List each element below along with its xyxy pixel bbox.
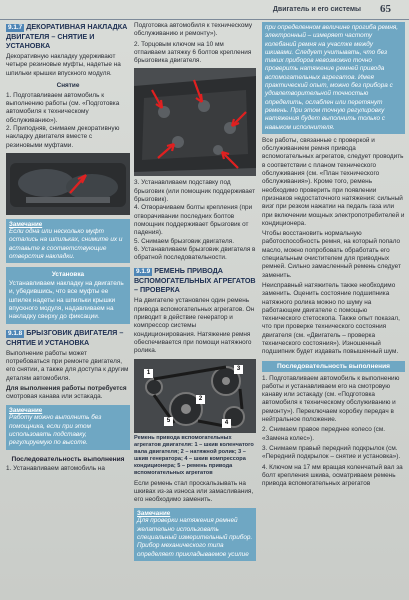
photo-label-2: 2 bbox=[196, 395, 205, 404]
belt-intro: На двигателе установлен один ремень привода вспомогательных агрегатов. Он приводит в действие генератор и компрессор системы кондиционирования. Натяжение ремня обеспечивается при помощи натяжного ролика. bbox=[134, 297, 255, 355]
splash-guard-intro: Выполнение работы может потребоваться при ремонте двигателя, его снятии, а также для доступа к другим деталям автомобиля. bbox=[6, 349, 129, 382]
note-text: Работу можно выполнить без помощника, если при этом использовать подставку, регулируемую по высоте. bbox=[9, 414, 102, 447]
removal-step-2: 2. Приподняв, снимаем декоративную накладку двигателя вместе с резиновыми муфтами. bbox=[6, 125, 120, 149]
column-3 bbox=[262, 22, 405, 488]
page-number: 65 bbox=[380, 3, 391, 15]
note-helper bbox=[6, 405, 130, 449]
note-label: Замечание bbox=[9, 407, 43, 415]
engine-cover-photo bbox=[6, 153, 130, 215]
belt-maintenance-paragraph: Все работы, связанные с проверкой и обслуживанием ремня привода вспомогательных агрегатов, следует проводить в соответствии с планом технического обслуживания (см. «План технического обслуживания»). Кроме того, ремень необходимо проверить при появлении признаков недостаточного натяжения: сильный визг при резком нажатии на педаль газа или при включении мощных электропотребителей и кондиционера. bbox=[262, 136, 405, 227]
section-number: 9.1.7 bbox=[8, 24, 23, 31]
page-header bbox=[0, 0, 409, 20]
note-belt-tension-continued bbox=[262, 22, 405, 134]
belt-step-4: 4. Ключом на 17 мм вращая коленчатый вал за болт крепления шкива, осматриваем ремень привода вспомогательных агрегатов bbox=[262, 463, 403, 488]
belt-step-3: 3. Снимаем правый передний подкрылок (см. «Передний подкрылок – снятие и установка»). bbox=[262, 444, 401, 461]
splash-guard-step-2: 2. Торцовым ключом на 10 мм отпаиваем затяжку 6 болтов крепления брызговика двигателя. bbox=[134, 40, 252, 65]
splash-guard-step-5: 5. Снимаем брызговик двигателя. bbox=[134, 237, 234, 245]
photo-splash-guard bbox=[134, 68, 256, 176]
column-2 bbox=[134, 22, 256, 561]
note-text: Если одна или несколько муфт остались на шпильках, снимите их и вставьте в соответствующие отверстия накладки. bbox=[9, 227, 123, 260]
install-text: Устанавливаем накладку на двигатель и, убедившись, что все муфты ее шпилек надеты на шпильки крышки впускного модуля, надавливаем на накладку сверху до фиксации. bbox=[9, 280, 124, 321]
note-text: при определенном величине прогиба ремня, электронный – измеряет частоту колебаний ремня на участке между шкивами. Следует учитывать, что без таких приборов невозможно точно проверить натяжение ремней привода вспомогательных агрегатов. Имея практический опыт, можно без прибора с удовлетворительной точностью определить, ослаблен или перетянут ремень. При этом точную регулировку натяжения будет выполнить только с навыком исполнителя. bbox=[265, 24, 399, 131]
tools-text: смотровая канава или эстакада. bbox=[6, 393, 103, 401]
note-belt-tension bbox=[134, 508, 256, 560]
belt-step-1: 1. Подготавливаем автомобиль к выполнению работы и устанавливаем его на смотровую канаву или эстакаду (см. «Подготовка автомобиля к техническому обслуживанию и ремонту»). Переключаем коробку передач в нейтральное положение. bbox=[262, 374, 400, 424]
section-title: БРЫЗГОВИК ДВИГАТЕЛЯ – СНЯТИЕ И УСТАНОВКА bbox=[6, 327, 124, 347]
column-1 bbox=[6, 22, 130, 473]
procedure-heading: Последовательность выполнения bbox=[262, 361, 405, 372]
continued-text: Подготовка автомобиля к техническому обслуживанию и ремонту»). bbox=[134, 22, 253, 38]
section-heading-belt bbox=[134, 266, 256, 294]
removal-subheading: Снятие bbox=[56, 81, 80, 89]
photo-belt bbox=[134, 359, 256, 433]
section-title: ДЕКОРАТИВНАЯ НАКЛАДКА ДВИГАТЕЛЯ – СНЯТИЕ И УСТАНОВКА bbox=[6, 22, 128, 50]
tools-title: Для выполнения работы потребуется bbox=[6, 384, 127, 392]
belt-step-2: 2. Снимаем правое переднее колесо (см. «Замена колес»). bbox=[262, 426, 386, 442]
note-label: Замечание bbox=[137, 510, 171, 518]
photo-label-5: 5 bbox=[164, 417, 173, 426]
section-heading-decorative-cover bbox=[6, 22, 130, 50]
note-text: Для проверки натяжения ремней желательно использовать специальный измерительный прибор. Прибор механического типа определяет прикладываемое усилие bbox=[137, 517, 253, 558]
splash-guard-photo bbox=[134, 68, 256, 176]
tensioner-paragraph: Неисправный натяжитель также необходимо заменить. Оценить состояние подшипника натяжного ролика можно по шуму на работающем двигателе с помощью технического стетоскопа. Также опыт показал, что при проверке технического состояния двигателя (см. «Двигатель – проверка технического состояния»). Изношенный подшипник будет издавать повышенный шум. bbox=[262, 281, 400, 356]
splash-guard-step-4: 4. Отворачиваем болты крепления (при отворачивании последних болтов помощник поддерживает брызговик от падения). bbox=[134, 204, 253, 237]
belt-replace-text: Если ремень стал проскальзывать на шкивах из-за износа или замасливания, его необходимо заменить. bbox=[134, 479, 254, 504]
belt-photo-caption: Ремень привода вспомогательных агрегатов двигателя: 1 – шкив коленчатого вала двигателя; 2 – натяжной ролик; 3 – шкив генератора; 4 – шкив компрессора кондиционера; 5 – ремень привода вспомогательных агрегатов bbox=[134, 434, 254, 476]
section-heading-splash-guard bbox=[6, 328, 130, 347]
install-subheading: Установка bbox=[51, 271, 85, 279]
belt-oil-paragraph: Чтобы восстановить нормальную работоспособность ремня, на который попало масло, можно попробовать обработать его специальным очистителем для приводных ремней. Сильно замасленный ремень следует заменить. bbox=[262, 230, 401, 279]
note-cover-sleeves bbox=[6, 219, 130, 263]
section-number: 9.1.8 bbox=[8, 329, 23, 337]
photo-label-4: 4 bbox=[222, 419, 231, 428]
splash-guard-step-3: 3. Устанавливаем подставку под брызговик (или помощник поддерживает брызговик). bbox=[134, 179, 256, 204]
intro-text: Декоративную накладку удерживают четыре резиновые муфты, надетые на шпильки крышки впускного модуля. bbox=[6, 53, 121, 77]
section-number: 9.1.9 bbox=[136, 268, 151, 276]
removal-step-1: 1. Подготавливаем автомобиль к выполнению работы (см. «Подготовка автомобиля к техническому обслуживанию»). bbox=[6, 91, 120, 124]
photo-decorative-cover bbox=[6, 153, 130, 215]
photo-label-1: 1 bbox=[144, 369, 153, 378]
header-title: Двигатель и его системы bbox=[272, 6, 361, 13]
procedure-heading: Последовательность выполнения bbox=[11, 455, 125, 463]
install-panel bbox=[6, 267, 130, 323]
procedure-step-1: 1. Устанавливаем автомобиль на bbox=[6, 464, 105, 472]
splash-guard-step-6: 6. Устанавливаем брызговик двигателя в обратной последовательности. bbox=[134, 245, 256, 262]
photo-label-3: 3 bbox=[234, 365, 243, 374]
note-label: Замечание bbox=[9, 220, 43, 228]
section-title: РЕМЕНЬ ПРИВОДА ВСПОМОГАТЕЛЬНЫХ АГРЕГАТОВ – ПРОВЕРКА bbox=[134, 266, 256, 295]
